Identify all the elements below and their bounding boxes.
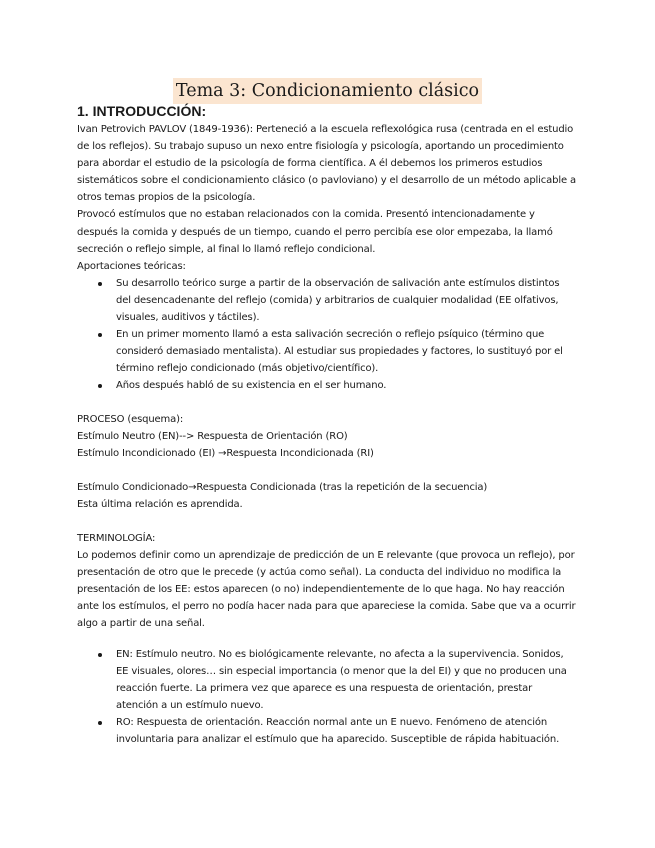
intro-paragraph: Ivan Petrovich PAVLOV (1849-1936): Perteneció a la escuela reflexológica rusa (centrada en el estudio de los reflejos). Su trabajo supuso un nexo entre fisiología y psicología, aportando un procedimiento para abordar el estudio de la psicología de forma científica. A él debemos los primeros estudios sistemáticos sobre el condicionamiento clásico (o pavloviano) y el desarrollo de un método aplicable a otros temas propios de la psicología. <box>77 124 576 204</box>
proceso-line: Esta última relación es aprendida. <box>77 498 243 510</box>
aportaciones-list <box>77 275 577 395</box>
title-container <box>0 78 655 104</box>
section-heading: 1. INTRODUCCIÓN: <box>77 103 207 119</box>
terminologia-list <box>77 646 577 749</box>
list-item: RO: Respuesta de orientación. Reacción normal ante un E nuevo. Fenómeno de atención involuntaria para analizar el estímulo que ha aparecido. Susceptible de rápida habituación. <box>116 714 577 748</box>
aportaciones-label: Aportaciones teóricas: <box>77 260 186 272</box>
intro-paragraph: Provocó estímulos que no estaban relacionados con la comida. Presentó intencionadamente y después la comida y después de un tiempo, cuando el perro percibía ese olor empezaba, la llamó secreción o reflejo simple, al final lo llamó reflejo condicional. <box>77 209 553 255</box>
document-title: Tema 3: Condicionamiento clásico <box>173 78 482 104</box>
proceso-label: PROCESO (esquema): <box>77 413 184 425</box>
proceso-line: Estímulo Incondicionado (EI) →Respuesta Incondicionada (RI) <box>77 447 374 459</box>
document-body <box>77 121 577 748</box>
terminologia-paragraph: Lo podemos definir como un aprendizaje de predicción de un E relevante (que provoca un reflejo), por presentación de otro que le precede (y actúa como señal). La conducta del individuo no modifica la presentación de los EE: estos aparecen (o no) independientemente de lo que haga. No hay reacción ante los estímulos, el perro no podía hacer nada para que apareciese la comida. Sabe que va a ocurrir algo a partir de una señal. <box>77 550 576 630</box>
list-item: Años después habló de su existencia en el ser humano. <box>116 377 577 394</box>
list-item: Su desarrollo teórico surge a partir de la observación de salivación ante estímulos distintos del desencadenante del reflejo (comida) y arbitrarios de cualquier modalidad (EE olfativos, visuales, auditivos y táctiles). <box>116 275 577 326</box>
list-item: EN: Estímulo neutro. No es biológicamente relevante, no afecta a la supervivencia. Sonidos, EE visuales, olores… sin especial importancia (o menor que la del EI) y que no producen una reacción fuerte. La primera vez que aparece es una respuesta de orientación, prestar atención a un estímulo nuevo. <box>116 646 577 714</box>
proceso-line: Estímulo Condicionado→Respuesta Condicionada (tras la repetición de la secuencia) <box>77 481 488 493</box>
list-item: En un primer momento llamó a esta salivación secreción o reflejo psíquico (término que consideró demasiado mentalista). Al estudiar sus propiedades y factores, lo sustituyó por el término reflejo condicionado (más objetivo/científico). <box>116 326 577 377</box>
terminologia-label: TERMINOLOGÍA: <box>77 532 156 544</box>
proceso-line: Estímulo Neutro (EN)--> Respuesta de Orientación (RO) <box>77 430 348 442</box>
